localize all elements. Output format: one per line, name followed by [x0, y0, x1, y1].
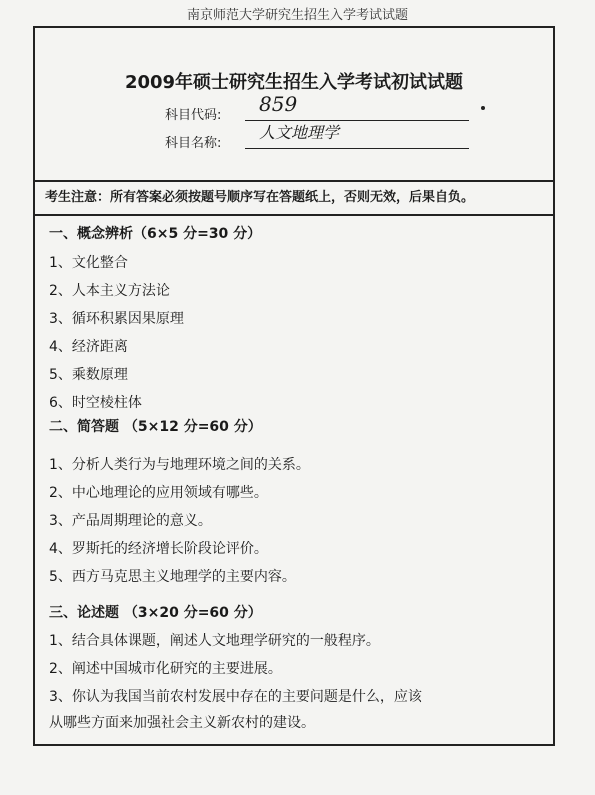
section-2-item: 3、产品周期理论的意义。	[49, 513, 212, 529]
section-1-item: 6、时空棱柱体	[49, 395, 142, 411]
section-1-title: 一、概念辨析（6×5 分=30 分）	[49, 226, 262, 242]
stray-mark	[481, 106, 485, 110]
section-2-item: 2、中心地理论的应用领域有哪些。	[49, 485, 268, 501]
section-1-item: 2、人本主义方法论	[49, 283, 170, 299]
subject-code-value: 859	[245, 92, 469, 121]
section-3-item: 2、阐述中国城市化研究的主要进展。	[49, 661, 282, 677]
subject-code-label: 科目代码:	[165, 108, 222, 123]
exam-frame	[33, 26, 555, 746]
subject-code-row	[165, 92, 298, 126]
exam-title: 2009年硕士研究生招生入学考试初试试题	[124, 72, 464, 93]
subject-name-row	[165, 123, 340, 154]
section-1-item: 4、经济距离	[49, 339, 128, 355]
section-3-item: 从哪些方面来加强社会主义新农村的建设。	[49, 715, 315, 731]
section-3-title: 三、论述题 （3×20 分=60 分）	[49, 605, 262, 621]
section-1-item: 5、乘数原理	[49, 367, 128, 383]
section-2-item: 4、罗斯托的经济增长阶段论评价。	[49, 541, 268, 557]
section-2-item: 5、西方马克思主义地理学的主要内容。	[49, 569, 296, 585]
section-2-title: 二、简答题 （5×12 分=60 分）	[49, 419, 262, 435]
section-3-item: 3、你认为我国当前农村发展中存在的主要问题是什么，应该	[49, 689, 422, 705]
section-1-item: 1、文化整合	[49, 255, 128, 271]
section-1-item: 3、循环积累因果原理	[49, 311, 184, 327]
candidate-notice: 考生注意：所有答案必须按题号顺序写在答题纸上，否则无效，后果自负。	[35, 180, 553, 216]
section-3-item: 1、结合具体课题，阐述人文地理学研究的一般程序。	[49, 633, 380, 649]
section-2-item: 1、分析人类行为与地理环境之间的关系。	[49, 457, 310, 473]
subject-name-value: 人文地理学	[245, 120, 469, 149]
page-header: 南京师范大学研究生招生入学考试试题	[186, 8, 408, 23]
subject-name-label: 科目名称:	[165, 136, 222, 151]
